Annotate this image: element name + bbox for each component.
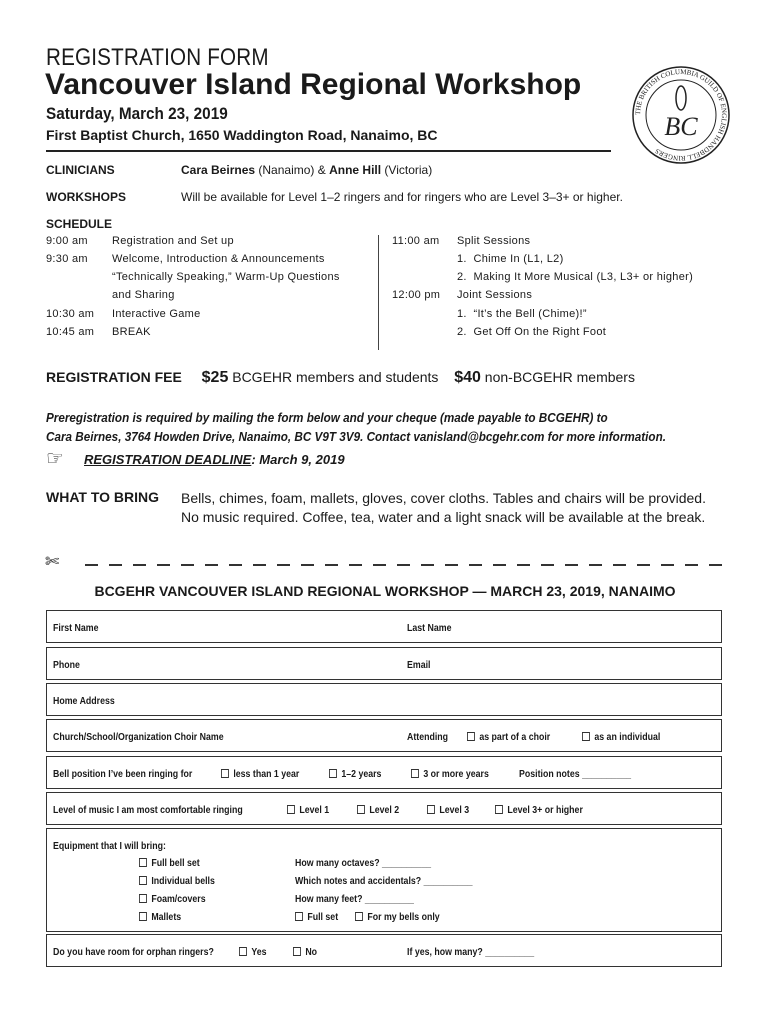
clinicians-label: CLINICIANS (46, 163, 115, 177)
checkbox-label: For my bells only (367, 912, 440, 923)
position-notes-field[interactable]: Position notes __________ (519, 769, 632, 780)
equipment-individual-checkbox[interactable] (139, 876, 215, 887)
prereg-line-1: Preregistration is required by mailing the form below and your cheque (made payable to BCGEHR) to (46, 410, 608, 425)
fee-label: REGISTRATION FEE (46, 369, 182, 385)
fee-desc-members: BCGEHR members and students (228, 369, 439, 385)
schedule-item: 1. “It’s the Bell (Chime)!” (457, 308, 587, 320)
checkbox-label: Level 2 (369, 805, 400, 816)
fee-desc-non-members: non-BCGEHR members (480, 369, 635, 385)
checkbox-icon (329, 769, 337, 778)
church-name-field[interactable]: Church/School/Organization Choir Name (53, 732, 224, 743)
clinician-name-1: Cara Beirnes (181, 163, 256, 177)
email-field[interactable]: Email (407, 660, 431, 671)
schedule-item: “Technically Speaking,” Warm-Up Questions (112, 271, 340, 283)
event-date: Saturday, March 23, 2019 (46, 104, 228, 123)
checkbox-icon (293, 947, 301, 956)
checkbox-icon (495, 805, 503, 814)
checkbox-icon (427, 805, 435, 814)
contact-row (46, 647, 722, 680)
guild-seal-logo (631, 65, 731, 165)
level-3-checkbox[interactable] (427, 805, 469, 816)
checkbox-label: Level 3+ or higher (507, 805, 583, 816)
schedule-item: BREAK (112, 326, 151, 338)
level-row (46, 792, 722, 825)
schedule-label: SCHEDULE (46, 217, 113, 231)
orphan-yes-checkbox[interactable] (239, 947, 267, 958)
checkbox-icon (287, 805, 295, 814)
page-title: Vancouver Island Regional Workshop (45, 68, 582, 101)
fee-amount-non-members: $40 (454, 369, 481, 386)
equipment-label: Equipment that I will bring: (53, 841, 166, 852)
foam-full-set-checkbox[interactable] (295, 912, 338, 923)
form-label: REGISTRATION FORM (46, 44, 269, 71)
bell-position-label: Bell position I’ve been ringing for (53, 769, 193, 780)
fee-amount-members: $25 (201, 369, 229, 386)
seal-ring-text: THE BRITISH COLUMBIA GUILD OF ENGLISH HANDBELL RINGERS (633, 67, 729, 163)
prereg-line-2: Cara Beirnes, 3764 Howden Drive, Nanaimo, BC V9T 3V9. Contact vanisland@bcgehr.com for more information. (46, 429, 666, 444)
schedule-time: 9:30 am (46, 253, 88, 265)
checkbox-icon (467, 732, 475, 741)
checkbox-icon (357, 805, 365, 814)
schedule-item: 2. Making It More Musical (L3, L3+ or higher) (457, 271, 694, 283)
level-3-plus-checkbox[interactable] (495, 805, 583, 816)
bell-position-row (46, 756, 722, 789)
schedule-item: Interactive Game (112, 308, 201, 320)
scissors-icon: ✄ (45, 552, 60, 571)
preregistration-note (46, 408, 666, 446)
attending-individual-checkbox[interactable] (582, 732, 660, 743)
schedule-item: and Sharing (112, 289, 175, 301)
schedule-time: 11:00 am (392, 235, 440, 247)
checkbox-label: Full bell set (151, 858, 200, 869)
phone-field[interactable]: Phone (53, 660, 80, 671)
first-name-field[interactable]: First Name (53, 623, 99, 634)
clinician-name-2: Anne Hill (329, 163, 382, 177)
what-to-bring-text: Bells, chimes, foam, mallets, gloves, cover cloths. Tables and chairs will be provided. No music required. Coffee, tea, water and a light snack will be available at the break. (181, 490, 706, 525)
name-row (46, 610, 722, 643)
schedule-time: 10:30 am (46, 308, 95, 320)
octaves-field[interactable]: How many octaves? __________ (295, 858, 432, 869)
checkbox-icon (355, 912, 363, 921)
equipment-mallets-checkbox[interactable] (139, 912, 181, 923)
bell-position-1-2-checkbox[interactable] (329, 769, 381, 780)
equipment-row (46, 828, 722, 932)
schedule-item: 1. Chime In (L1, L2) (457, 253, 564, 265)
checkbox-icon (139, 858, 147, 867)
checkbox-icon (239, 947, 247, 956)
checkbox-icon (139, 876, 147, 885)
schedule-time: 12:00 pm (392, 289, 441, 301)
checkbox-label: Yes (251, 947, 267, 958)
orphan-ringers-label: Do you have room for orphan ringers? (53, 947, 214, 958)
checkbox-label: 1–2 years (341, 769, 382, 780)
orphan-row (46, 934, 722, 967)
checkbox-icon (582, 732, 590, 741)
schedule-time: 9:00 am (46, 235, 88, 247)
checkbox-icon (221, 769, 229, 778)
level-1-checkbox[interactable] (287, 805, 329, 816)
checkbox-icon (295, 912, 303, 921)
equipment-foam-checkbox[interactable] (139, 894, 206, 905)
equipment-full-set-checkbox[interactable] (139, 858, 200, 869)
checkbox-label: No (305, 947, 318, 958)
checkbox-icon (411, 769, 419, 778)
deadline-label: REGISTRATION DEADLINE (84, 452, 252, 467)
notes-accidentals-field[interactable]: Which notes and accidentals? __________ (295, 876, 473, 887)
level-label: Level of music I am most comfortable ringing (53, 805, 243, 816)
foam-my-bells-checkbox[interactable] (355, 912, 440, 923)
checkbox-icon (139, 894, 147, 903)
deadline-date: : March 9, 2019 (251, 452, 345, 467)
schedule-item: Split Sessions (457, 235, 531, 247)
checkbox-label: Foam/covers (151, 894, 206, 905)
schedule-item: 2. Get Off On the Right Foot (457, 326, 607, 338)
checkbox-label: Mallets (151, 912, 182, 923)
what-to-bring-label: WHAT TO BRING (46, 489, 160, 505)
address-row (46, 683, 722, 716)
clinician-place-1: (Nanaimo) & (255, 163, 330, 177)
checkbox-label: as an individual (594, 732, 661, 743)
form-title: BCGEHR VANCOUVER ISLAND REGIONAL WORKSHOP — MARCH 23, 2019, NANAIMO (94, 583, 676, 599)
church-row (46, 719, 722, 752)
clinicians-text (181, 163, 432, 177)
last-name-field[interactable]: Last Name (407, 623, 452, 634)
feet-field[interactable]: How many feet? __________ (295, 894, 414, 905)
orphan-no-checkbox[interactable] (293, 947, 317, 958)
seal-monogram: BC (664, 112, 698, 141)
checkbox-label: as part of a choir (479, 732, 551, 743)
checkbox-label: Full set (307, 912, 339, 923)
workshops-label: WORKSHOPS (46, 190, 127, 204)
checkbox-label: 3 or more years (423, 769, 489, 780)
attending-choir-checkbox[interactable] (467, 732, 550, 743)
bell-position-less-checkbox[interactable] (221, 769, 299, 780)
checkbox-label: Individual bells (151, 876, 215, 887)
schedule-item: Joint Sessions (457, 289, 533, 301)
home-address-field[interactable]: Home Address (53, 696, 115, 707)
cut-line (45, 552, 725, 574)
checkbox-label: Level 1 (299, 805, 330, 816)
schedule-divider (378, 235, 379, 350)
event-venue: First Baptist Church, 1650 Waddington Road, Nanaimo, BC (46, 127, 438, 143)
attending-label: Attending (407, 732, 449, 743)
schedule-item: Welcome, Introduction & Announcements (112, 253, 325, 265)
pointing-hand-icon: ☞ (46, 448, 64, 470)
workshops-text: Will be available for Level 1–2 ringers and for ringers who are Level 3–3+ or higher. (181, 190, 623, 204)
level-2-checkbox[interactable] (357, 805, 399, 816)
registration-fee (46, 369, 635, 387)
checkbox-label: Level 3 (439, 805, 470, 816)
orphan-how-many-field[interactable]: If yes, how many? __________ (407, 947, 535, 958)
header-rule (46, 150, 611, 152)
checkbox-label: less than 1 year (233, 769, 300, 780)
checkbox-icon (139, 912, 147, 921)
clinician-place-2: (Victoria) (381, 163, 433, 177)
bell-position-3-checkbox[interactable] (411, 769, 489, 780)
schedule-item: Registration and Set up (112, 235, 234, 247)
registration-deadline (84, 452, 345, 467)
schedule-time: 10:45 am (46, 326, 95, 338)
